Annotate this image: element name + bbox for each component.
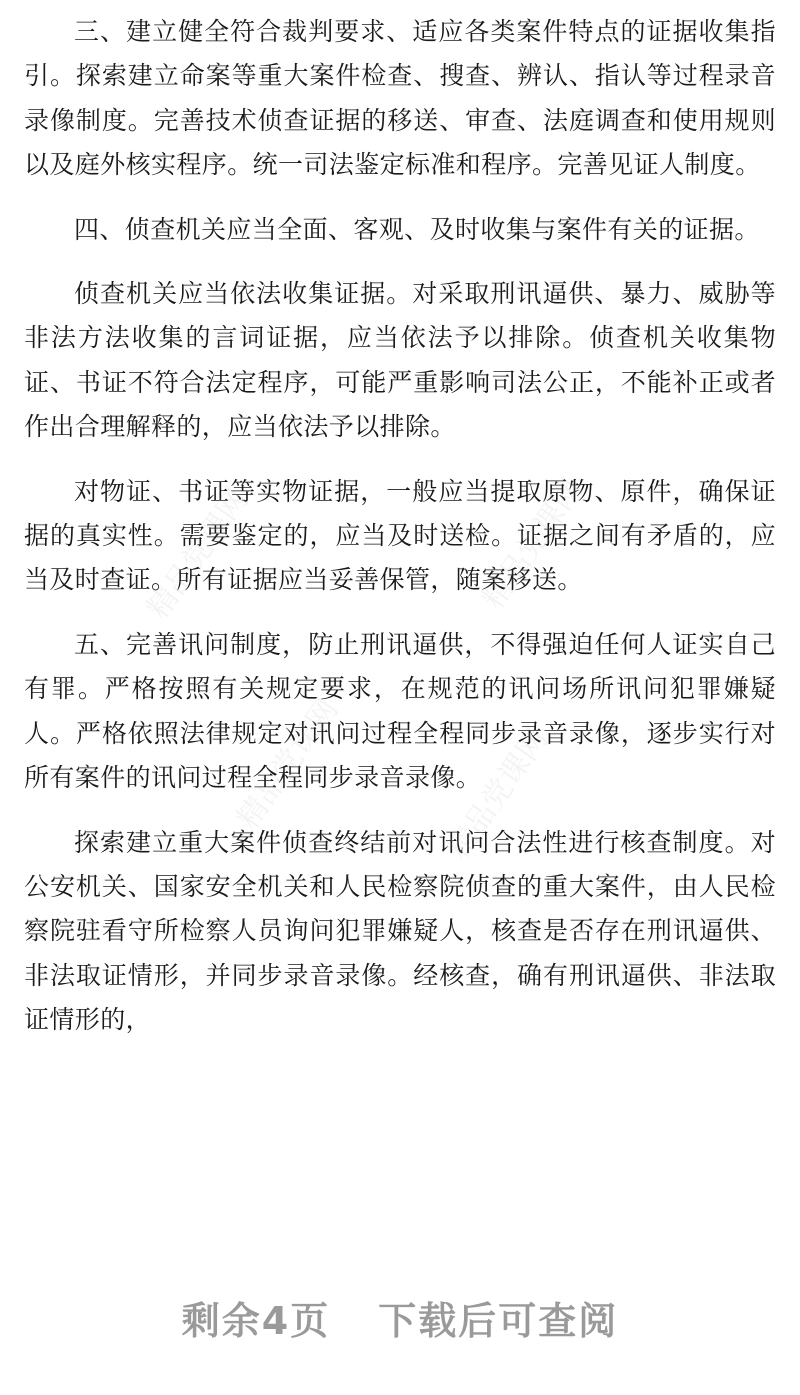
paragraph-interrogation-system: 五、完善讯问制度，防止刑讯逼供，不得强迫任何人证实自己有罪。严格按照有关规定要求，在规范的讯问场所讯问犯罪嫌疑人。严格依照法律规定对讯问过程全程同步录音录像，逐步实行对所有案件的讯问过程全程同步录音录像。 [24, 629, 776, 793]
paragraph-investigation-heading: 四、侦查机关应当全面、客观、及时收集与案件有关的证据。 [74, 214, 760, 244]
paragraph-evidence-guidelines: 三、建立健全符合裁判要求、适应各类案件特点的证据收集指引。探索建立命案等重大案件检查、搜查、辨认、指认等过程录音录像制度。完善技术侦查证据的移送、审查、法庭调查和使用规则以及庭外核实程序。统一司法鉴定标准和程序。完善见证人制度。 [24, 17, 776, 180]
paragraph-physical-evidence: 对物证、书证等实物证据，一般应当提取原物、原件，确保证据的真实性。需要鉴定的，应当及时送检。证据之间有矛盾的，应当及时查证。所有证据应当妥善保管，随案移送。 [24, 476, 776, 595]
paragraph-legality-review: 探索建立重大案件侦查终结前对讯问合法性进行核查制度。对公安机关、国家安全机关和人民检察院侦查的重大案件，由人民检察院驻看守所检察人员询问犯罪嫌疑人，核查是否存在刑讯逼供、非法取证情形，并同步录音录像。经核查，确有刑讯逼供、非法取证情形的， [24, 827, 776, 1035]
watermark: 精品党课网 [140, 482, 256, 626]
download-prompt-banner[interactable] [0, 1290, 800, 1345]
paragraph-lawful-collection: 侦查机关应当依法收集证据。对采取刑讯逼供、暴力、威胁等非法方法收集的言词证据，应当依法予以排除。侦查机关收集物证、书证不符合法定程序，可能严重影响司法公正，不能补正或者作出合理解释的，应当依法予以排除。 [24, 279, 776, 442]
remaining-pages-label: 剩余4页 [181, 1299, 331, 1343]
download-to-view-label: 下载后可查阅 [378, 1299, 619, 1343]
watermark: 精品党课网 [230, 692, 346, 836]
watermark: 精品党课网 [440, 722, 556, 866]
watermark: 精品党课网 [475, 472, 591, 616]
